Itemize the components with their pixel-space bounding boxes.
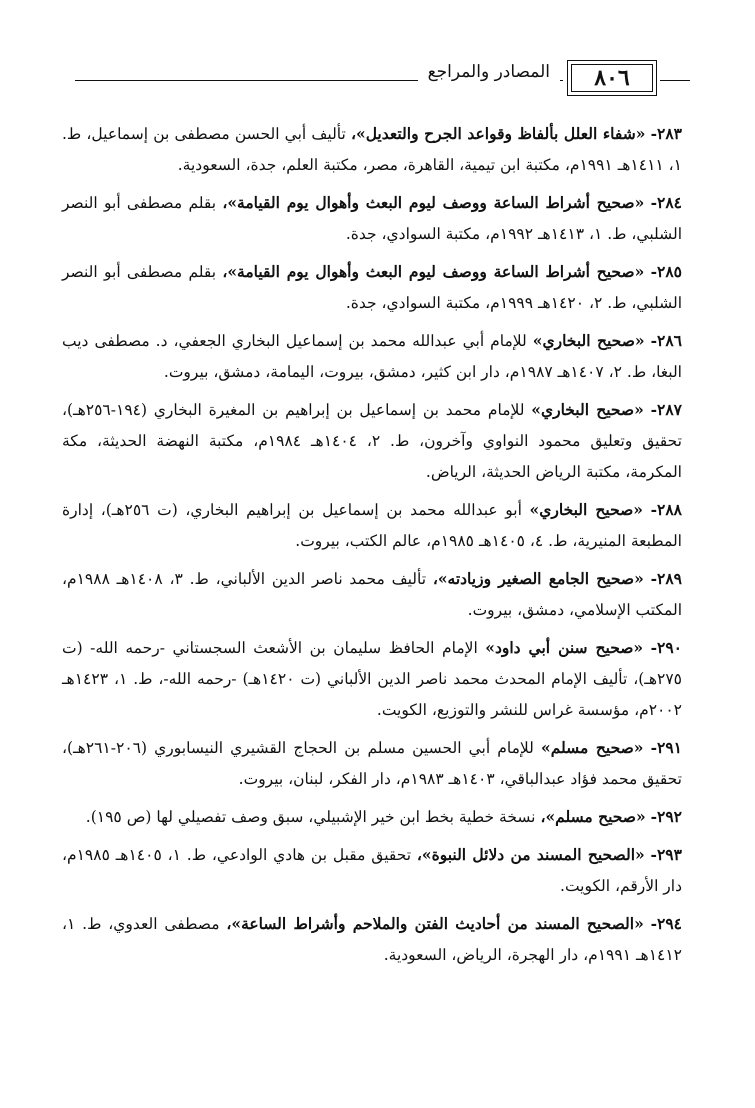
reference-entry-285 xyxy=(62,256,682,319)
entry-title: «صحيح البخاري» xyxy=(529,500,643,519)
references-list xyxy=(62,118,682,977)
entry-title: «صحيح البخاري» xyxy=(531,400,644,419)
header-rule-right xyxy=(660,80,690,81)
entry-details: أبو عبدالله محمد بن إسماعيل بن إبراهيم البخاري، (ت ٢٥٦هـ)، إدارة المطبعة المنيرية، ط. ٤، ١٤٠٥هـ ١٩٨٥م، عالم الكتب، بيروت. xyxy=(62,501,682,550)
entry-title: «صحيح الجامع الصغير وزيادته»، xyxy=(432,569,644,588)
entry-title: «صحيح مسلم»، xyxy=(540,807,646,826)
entry-number: ٢٨٦- xyxy=(650,331,682,350)
entry-number: ٢٩٠- xyxy=(650,638,682,657)
entry-details: بقلم مصطفى أبو النصر الشلبي، ط. ١، ١٤١٣هـ ١٩٩٢م، مكتبة السوادي، جدة. xyxy=(62,194,682,243)
entry-number: ٢٨٤- xyxy=(650,193,683,212)
reference-entry-290 xyxy=(62,632,682,726)
entry-title: «صحيح أشراط الساعة ووصف ليوم البعث وأهوال يوم القيامة»، xyxy=(222,193,645,212)
page-number: ٨٠٦ xyxy=(594,65,630,91)
entry-number: ٢٨٧- xyxy=(650,400,682,419)
entry-details: تأليف محمد ناصر الدين الألباني، ط. ٣، ١٤٠٨هـ ١٩٨٨م، المكتب الإسلامي، دمشق، بيروت. xyxy=(62,570,682,619)
entry-details: بقلم مصطفى أبو النصر الشلبي، ط. ٢، ١٤٢٠هـ ١٩٩٩م، مكتبة السوادي، جدة. xyxy=(62,263,682,312)
reference-entry-293 xyxy=(62,839,682,902)
entry-details: الإمام الحافظ سليمان بن الأشعث السجستاني -رحمه الله- (ت ٢٧٥هـ)، تأليف الإمام المحدث محمد ناصر الدين الألباني (ت ١٤٢٠هـ) -رحمه الله-، ط. ١، ١٤٢٣هـ ٢٠٠٢م، مؤسسة غراس للنشر والتوزيع، الكويت. xyxy=(62,639,682,719)
reference-entry-284 xyxy=(62,187,682,250)
reference-entry-289 xyxy=(62,563,682,626)
reference-entry-294 xyxy=(62,908,682,971)
reference-entry-291 xyxy=(62,732,682,795)
page-number-box xyxy=(567,60,657,96)
section-title: المصادر والمراجع xyxy=(418,62,560,82)
entry-details: للإمام أبي الحسين مسلم بن الحجاج القشيري النيسابوري (٢٠٦-٢٦١هـ)، تحقيق محمد فؤاد عبدالباقي، ١٤٠٣هـ ١٩٨٣م، دار الفكر، لبنان، بيروت. xyxy=(62,739,682,788)
entry-number: ٢٩٣- xyxy=(650,845,682,864)
entry-details: للإمام محمد بن إسماعيل بن إبراهيم بن المغيرة البخاري (١٩٤-٢٥٦هـ)، تحقيق وتعليق محمود النواوي وآخرون، ط. ٢، ١٤٠٤هـ ١٩٨٤م، مكتبة النهضة الحديثة، مكة المكرمة، مكتبة الرياض الحديثة، الرياض. xyxy=(62,401,682,481)
entry-number: ٢٨٣- xyxy=(650,124,682,143)
entry-details: للإمام أبي عبدالله محمد بن إسماعيل البخاري الجعفي، د. مصطفى ديب البغا، ط. ٢، ١٤٠٧هـ ١٩٨٧م، دار ابن كثير، دمشق، بيروت، اليمامة، دمشق، بيروت. xyxy=(62,332,682,381)
entry-details: مصطفى العدوي، ط. ١، ١٤١٢هـ ١٩٩١م، دار الهجرة، الرياض، السعودية. xyxy=(62,915,682,964)
entry-details: تأليف أبي الحسن مصطفى بن إسماعيل، ط. ١، ١٤١١هـ ١٩٩١م، مكتبة ابن تيمية، القاهرة، مصر، مكتبة العلم، جدة، السعودية. xyxy=(62,125,682,174)
entry-title: «صحيح سنن أبي داود» xyxy=(485,638,644,657)
entry-number: ٢٩٤- xyxy=(650,914,683,933)
entry-title: «صحيح البخاري» xyxy=(532,331,645,350)
entry-title: «صحيح مسلم» xyxy=(541,738,644,757)
entry-title: «الصحيح المسند من أحاديث الفتن والملاحم وأشراط الساعة»، xyxy=(226,914,644,933)
entry-details: تحقيق مقبل بن هادي الوادعي، ط. ١، ١٤٠٥هـ ١٩٨٥م، دار الأرقم، الكويت. xyxy=(62,846,682,895)
entry-title: «شفاء العلل بألفاظ وقواعد الجرح والتعديل»، xyxy=(351,124,646,143)
entry-title: «صحيح أشراط الساعة ووصف ليوم البعث وأهوال يوم القيامة»، xyxy=(222,262,645,281)
entry-number: ٢٨٩- xyxy=(650,569,682,588)
entry-title: «الصحيح المسند من دلائل النبوة»، xyxy=(416,845,645,864)
page-header xyxy=(75,58,685,98)
reference-entry-283 xyxy=(62,118,682,181)
entry-number: ٢٩١- xyxy=(650,738,683,757)
entry-number: ٢٩٢- xyxy=(650,807,682,826)
entry-details: نسخة خطية بخط ابن خير الإشبيلي، سبق وصف تفصيلي لها (ص ١٩٥). xyxy=(85,808,536,826)
reference-entry-292 xyxy=(62,801,682,833)
reference-entry-287 xyxy=(62,394,682,488)
entry-number: ٢٨٨- xyxy=(650,500,682,519)
entry-number: ٢٨٥- xyxy=(650,262,683,281)
reference-entry-286 xyxy=(62,325,682,388)
reference-entry-288 xyxy=(62,494,682,557)
